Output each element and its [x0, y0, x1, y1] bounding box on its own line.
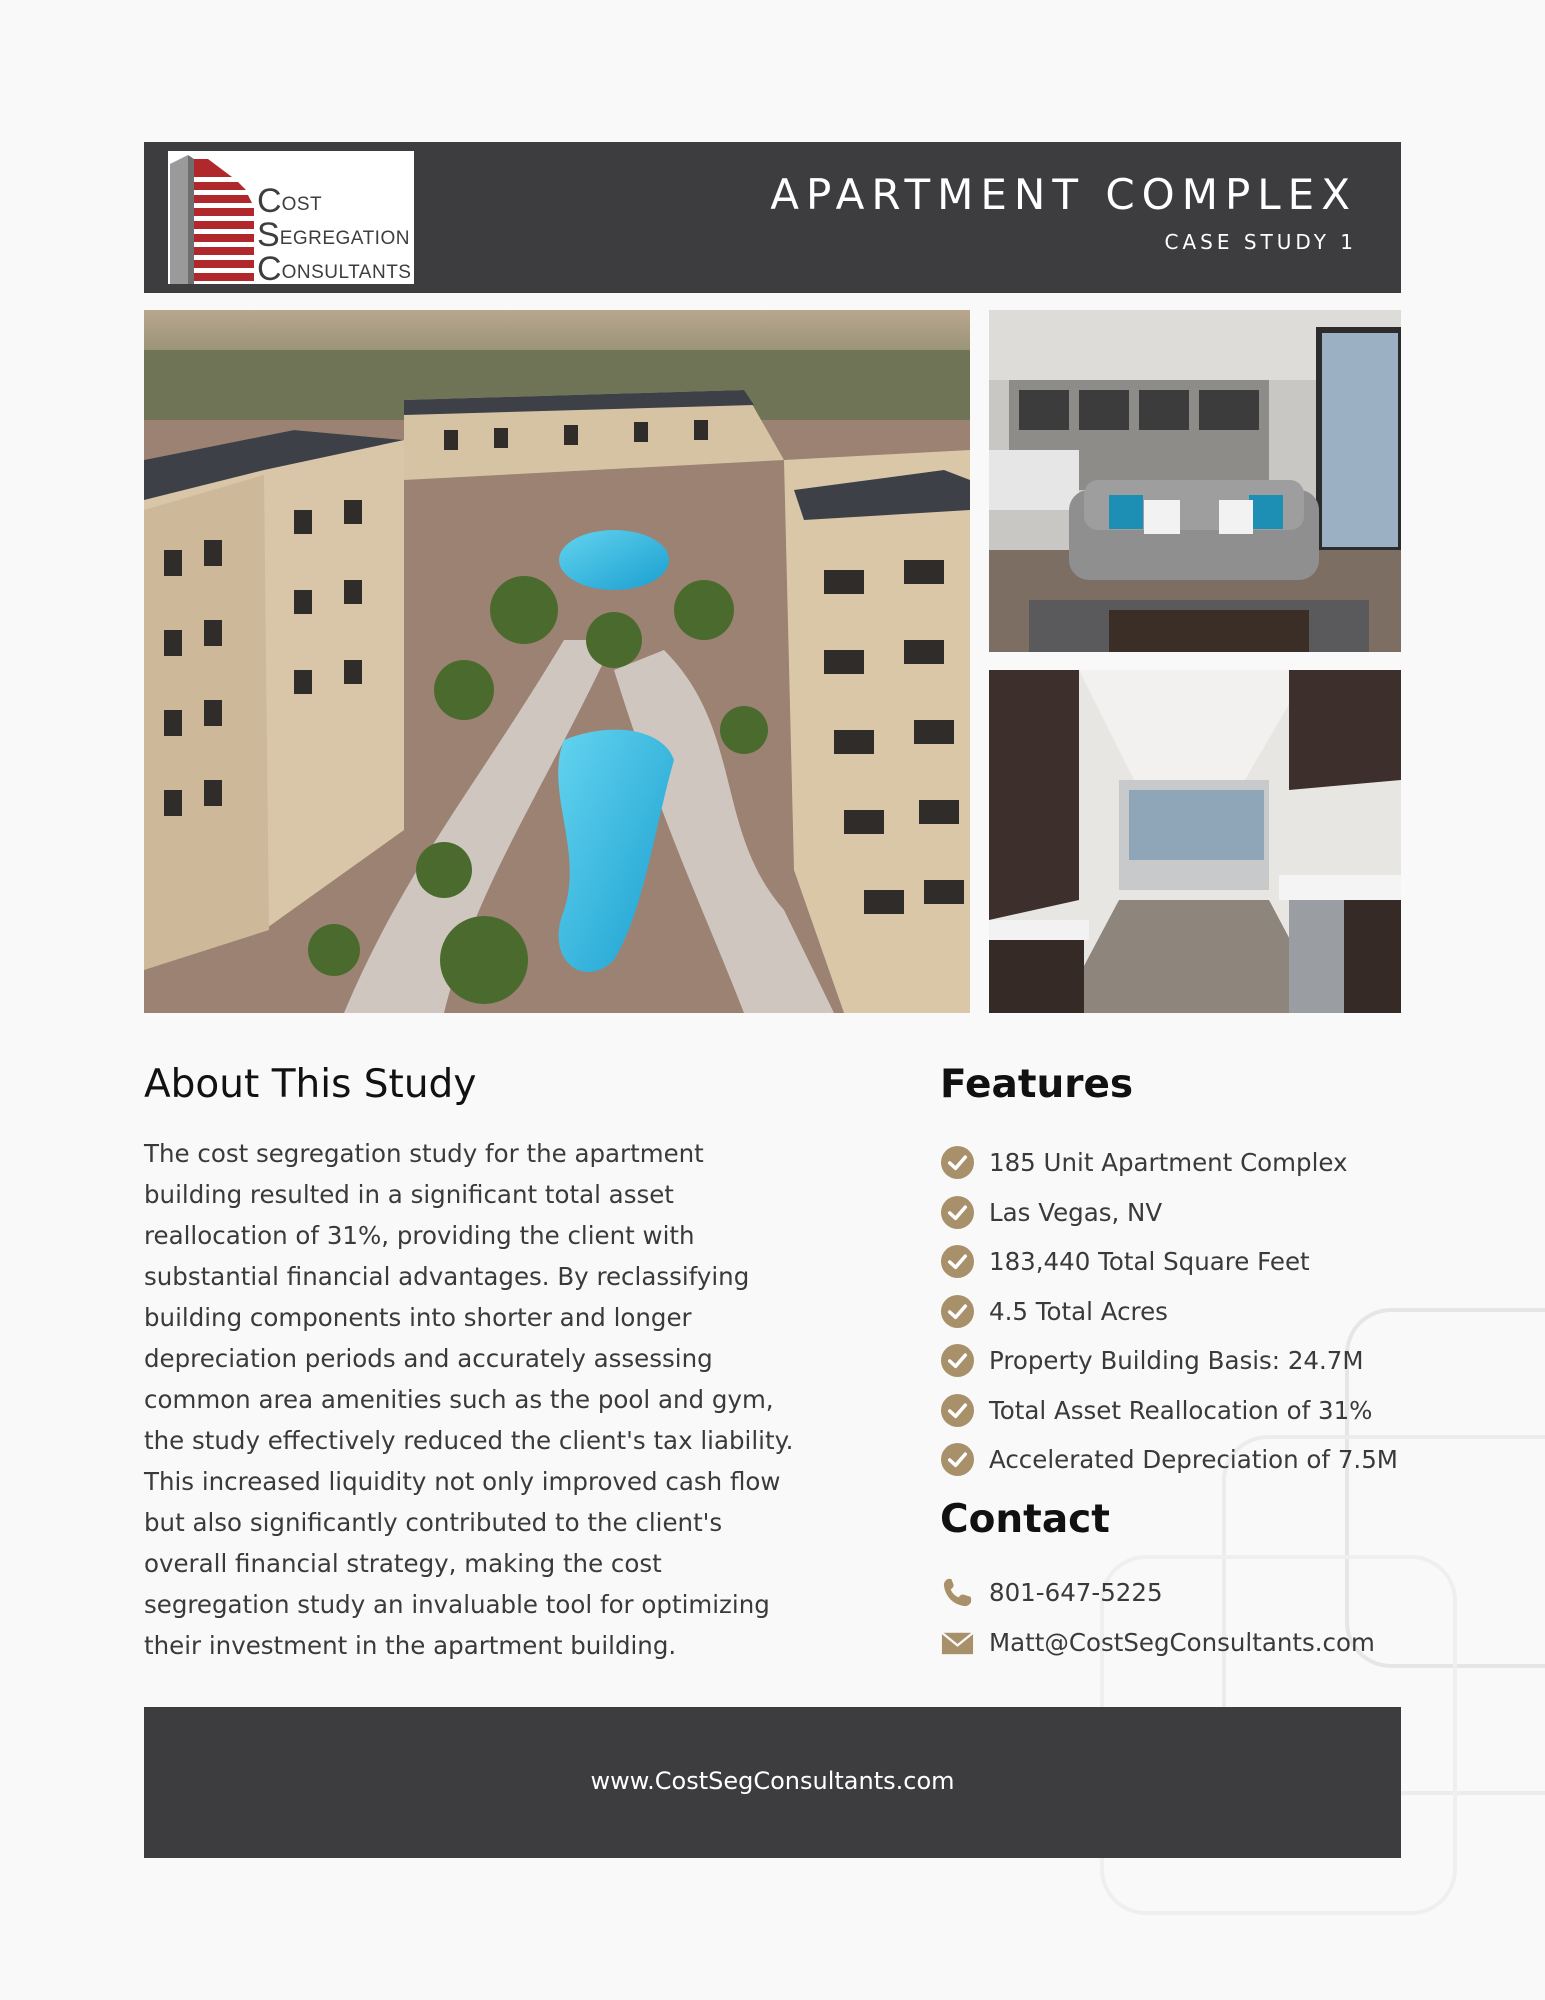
logo-initial: C	[257, 250, 282, 288]
building-logo-icon	[168, 151, 258, 284]
company-logo	[168, 151, 414, 288]
feature-text: Accelerated Depreciation of 7.5M	[989, 1445, 1398, 1475]
feature-item	[940, 1287, 1398, 1337]
feature-item	[940, 1336, 1398, 1386]
features-list	[940, 1138, 1398, 1485]
contact-heading: Contact	[940, 1497, 1110, 1542]
phone-number[interactable]: 801-647-5225	[989, 1578, 1163, 1607]
kitchen-photo	[989, 670, 1401, 1013]
header-bar	[144, 142, 1401, 293]
feature-text: 4.5 Total Acres	[989, 1296, 1168, 1326]
check-circle-icon	[940, 1343, 975, 1378]
logo-word: EGREGATION	[279, 228, 410, 249]
check-circle-icon	[940, 1393, 975, 1428]
logo-word: ONSULTANTS	[281, 262, 412, 283]
check-circle-icon	[940, 1244, 975, 1279]
check-circle-icon	[940, 1195, 975, 1230]
logo-text-segregation	[257, 218, 410, 252]
check-circle-icon	[940, 1294, 975, 1329]
about-heading: About This Study	[144, 1062, 477, 1107]
feature-text: Total Asset Reallocation of 31%	[989, 1395, 1373, 1425]
aerial-complex-photo	[144, 310, 970, 1013]
features-heading: Features	[940, 1062, 1134, 1107]
feature-text: 183,440 Total Square Feet	[989, 1247, 1310, 1277]
logo-text-cost	[257, 184, 322, 218]
phone-icon	[940, 1575, 975, 1610]
feature-item	[940, 1386, 1398, 1436]
living-room-photo	[989, 310, 1401, 652]
check-circle-icon	[940, 1442, 975, 1477]
feature-item	[940, 1138, 1398, 1188]
logo-initial: S	[257, 216, 280, 254]
footer-bar	[144, 1707, 1401, 1858]
about-body-text: The cost segregation study for the apartment building resulted in a significant total asset reallocation of 31%, providing the client with substantial financial advantages. By reclassifying building components into shorter and longer depreciation periods and accurately assessing common area amenities such as the pool and gym, the study effectively reduced the client's tax liability. This increased liquidity not only improved cash flow but also significantly contributed to the client's overall financial strategy, making the cost segregation study an invaluable tool for optimizing their investment in the apartment building.	[144, 1139, 794, 1660]
page-title: APARTMENT COMPLEX	[770, 170, 1357, 219]
contact-email[interactable]	[940, 1625, 1375, 1660]
feature-item	[940, 1188, 1398, 1238]
envelope-icon	[940, 1625, 975, 1660]
contact-phone[interactable]	[940, 1575, 1163, 1610]
feature-item	[940, 1237, 1398, 1287]
email-address[interactable]: Matt@CostSegConsultants.com	[989, 1628, 1375, 1657]
check-circle-icon	[940, 1145, 975, 1180]
logo-word: OST	[281, 194, 323, 215]
website-link[interactable]: www.CostSegConsultants.com	[590, 1767, 955, 1795]
feature-text: 185 Unit Apartment Complex	[989, 1148, 1348, 1178]
logo-text-consultants	[257, 252, 411, 286]
feature-text: Las Vegas, NV	[989, 1197, 1163, 1227]
feature-item	[940, 1435, 1398, 1485]
logo-initial: C	[257, 182, 282, 220]
page-subtitle: CASE STUDY 1	[1164, 230, 1357, 254]
feature-text: Property Building Basis: 24.7M	[989, 1346, 1364, 1376]
